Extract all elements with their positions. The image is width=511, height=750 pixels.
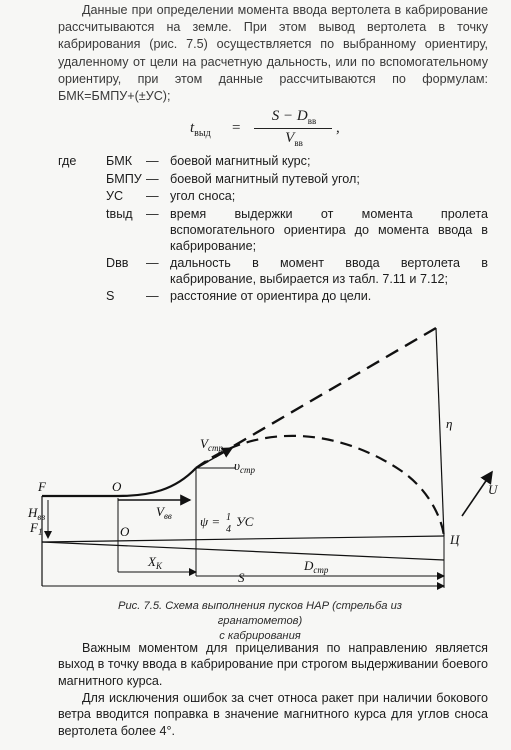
legend-description: дальность в момент ввода вертолета в кабрирование, выбирается из табл. 7.11 и 7.12; (170, 256, 488, 287)
formula-equals: = (232, 120, 241, 136)
legend-symbol: БМПУ (106, 172, 142, 186)
formula-numerator: $S - D_{вв}$ (271, 108, 317, 126)
label-psi-us: УС (236, 514, 254, 529)
lower-ground-line (42, 542, 444, 560)
legend-dash: — (146, 189, 159, 203)
paragraph-3: Для исключения ошибок за счет относа ракет при наличии бокового ветра вводится поправка в значение магнитного курса для углов сноса вертолета более 4°. (58, 691, 488, 738)
legend-dash: — (146, 207, 159, 221)
legend-dash: — (146, 172, 159, 186)
label-psi: ψ = (200, 514, 221, 529)
label-o-bottom: O (120, 524, 130, 539)
intro-text: Данные при определении момента ввода вертолета в кабрирование рассчитываются на земле. При этом вывод вертолета в точку кабрирования (рис. 7.5) осуществляется по выбранному ориентиру, удаленному от цели на расчетную дальность, или по вспомогательному ориентиру, при этом данные рассчитываются по формулам: БМК=БМПУ+(±УС); (58, 3, 488, 104)
legend-description: угол сноса; (170, 189, 236, 203)
figure-caption (100, 599, 420, 644)
caption-line-1: Рис. 7.5. Схема выполнения пусков НАР (стрельба из гранатометов) (118, 600, 402, 627)
legend-symbol: Dвв (106, 256, 129, 270)
label-f1: $F_1$ (30, 520, 43, 537)
label-hvv: $H_{вв}$ (28, 505, 46, 522)
label-vstr: $V_{стр}$ (200, 436, 223, 453)
legend-description: боевой магнитный курс; (170, 154, 311, 168)
legend-description: расстояние от ориентира до цели. (170, 289, 372, 303)
legend-description: боевой магнитный путевой угол; (170, 172, 360, 186)
legend-description: время выдержки от момента пролета вспомогательного ориентира до момента ввода в кабрирование; (170, 207, 488, 254)
label-target: Ц (450, 532, 460, 547)
time-formula (190, 108, 390, 148)
formula-lhs: $t_{выд}$ (190, 120, 211, 139)
legend-dash: — (146, 154, 159, 168)
label-eta: η (446, 416, 453, 431)
label-o-top: O (112, 479, 122, 494)
trajectory-dashed (196, 436, 444, 536)
psi-frac-num: 1 (226, 512, 231, 523)
pitch-up-launch-diagram (0, 320, 511, 598)
legend-dash: — (146, 256, 159, 270)
legend-symbol: БМК (106, 154, 133, 168)
paragraph-2: Важным моментом для прицеливания по направлению является выход в точку ввода в кабрирование при строгом выдерживании боевого магнитного курса. (58, 641, 488, 688)
psi-frac-den: 4 (226, 524, 231, 535)
legend-dash: — (146, 289, 159, 303)
formula-denominator: $V_{вв}$ (285, 130, 303, 148)
right-line (436, 328, 444, 536)
fraction-bar (254, 128, 332, 129)
label-xk: $X_К$ (148, 554, 162, 571)
label-dstr: $D_{стр}$ (304, 558, 329, 575)
legend-symbol: S (106, 289, 115, 303)
label-f: F (38, 479, 46, 494)
ground-line (42, 536, 444, 542)
legend-symbol: tвыд (106, 207, 133, 221)
caption-line-2: с кабрирования (219, 630, 301, 642)
legend-symbol: УС (106, 189, 124, 203)
intro-paragraph (58, 2, 488, 105)
label-u: U (488, 482, 498, 497)
label-vvv: $V_{вв}$ (156, 504, 172, 521)
formula-comma: , (336, 120, 340, 136)
pitch-up-curve (118, 468, 196, 496)
legend-where: где (58, 154, 77, 168)
label-theta: $\upsilon_{стр}$ (234, 458, 255, 475)
label-s: S (238, 570, 245, 585)
